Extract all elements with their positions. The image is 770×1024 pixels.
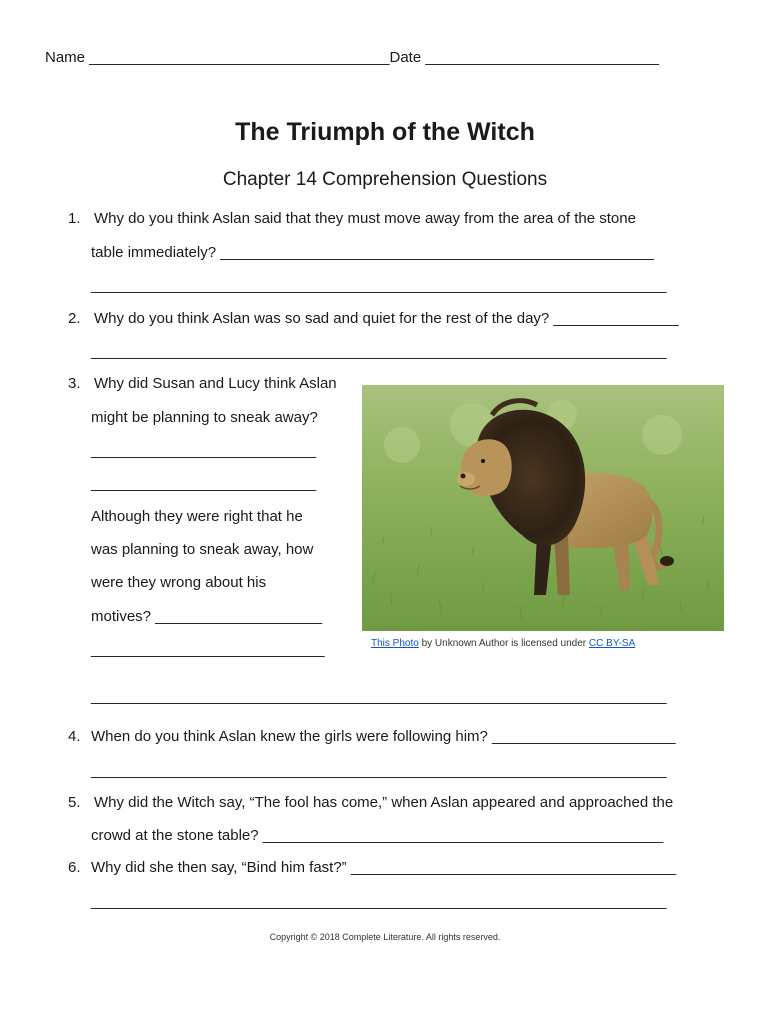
question-3-answer-line: motives? ____________________ bbox=[91, 608, 323, 625]
question-3-answer-line: ___________________________ bbox=[91, 442, 317, 459]
question-6-number: 6. bbox=[68, 859, 81, 876]
question-3-text: Although they were right that he bbox=[91, 508, 303, 525]
question-3-text: were they wrong about his bbox=[91, 574, 267, 591]
copyright-footer: Copyright © 2018 Complete Literature. All rights reserved. bbox=[269, 932, 501, 942]
question-5-text: Why did the Witch say, “The fool has come,” when Aslan appeared and approached the bbox=[94, 794, 674, 811]
photo-credit bbox=[371, 638, 635, 649]
lion-photo bbox=[362, 385, 724, 631]
question-3-text: might be planning to sneak away? bbox=[91, 409, 318, 426]
question-2-answer-line: _____________________________________________________________________ bbox=[91, 343, 667, 360]
question-1-answer-line: _____________________________________________________________________ bbox=[91, 277, 667, 294]
question-3-text: Why did Susan and Lucy think Aslan bbox=[94, 375, 337, 392]
page-subtitle: Chapter 14 Comprehension Questions bbox=[222, 169, 548, 190]
question-2-number: 2. bbox=[68, 310, 81, 327]
photo-link[interactable]: This Photo bbox=[371, 638, 419, 649]
photo-credit-text: by Unknown Author is licensed under bbox=[418, 638, 589, 649]
question-3-answer-line: _____________________________________________________________________ bbox=[91, 688, 667, 705]
question-1-text: Why do you think Aslan said that they must move away from the area of the stone bbox=[94, 210, 636, 227]
question-3-answer-line: ____________________________ bbox=[91, 641, 325, 658]
question-5-number: 5. bbox=[68, 794, 81, 811]
question-1-number: 1. bbox=[68, 210, 81, 227]
question-6-text: Why did she then say, “Bind him fast?” _______________________________________ bbox=[91, 859, 677, 876]
question-4-text: When do you think Aslan knew the girls were following him? ______________________ bbox=[91, 728, 676, 745]
question-6-answer-line: _____________________________________________________________________ bbox=[91, 893, 667, 910]
name-date-line: Name ____________________________________Date ____________________________ bbox=[45, 49, 659, 66]
question-4-number: 4. bbox=[68, 728, 81, 745]
question-5-answer-line: crowd at the stone table? ________________________________________________ bbox=[91, 827, 664, 844]
license-link[interactable]: CC BY-SA bbox=[588, 638, 636, 649]
question-2-text: Why do you think Aslan was so sad and quiet for the rest of the day? _______________ bbox=[94, 310, 679, 327]
page-title: The Triumph of the Witch bbox=[235, 118, 535, 146]
question-4-answer-line: _____________________________________________________________________ bbox=[91, 762, 667, 779]
question-3-text: was planning to sneak away, how bbox=[91, 541, 314, 558]
question-1-answer-line: table immediately? ____________________________________________________ bbox=[91, 244, 655, 261]
question-3-answer-line: ___________________________ bbox=[91, 475, 317, 492]
question-3-number: 3. bbox=[68, 375, 81, 392]
